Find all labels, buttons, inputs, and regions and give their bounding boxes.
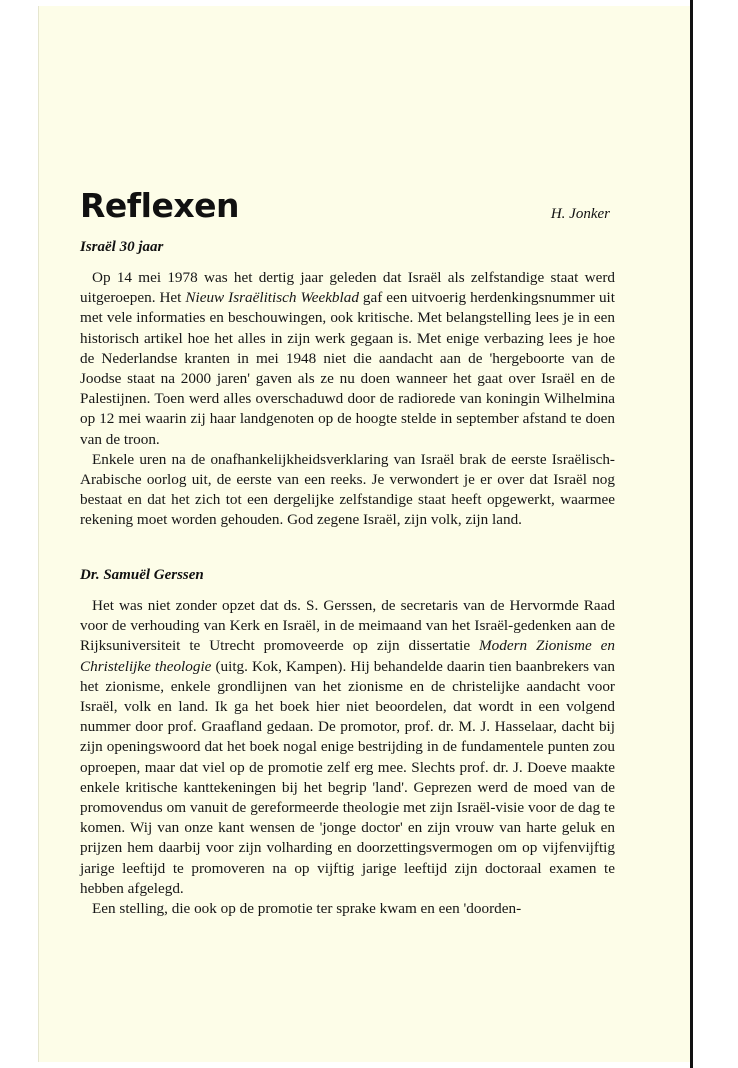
dissertation-title: Modern Zionisme en Christelijke theologie: [80, 637, 615, 675]
column-title: Reflexen: [80, 186, 240, 225]
publication-title: Nieuw Israëlitisch Weekblad: [185, 289, 359, 307]
paragraph: Op 14 mei 1978 was het dertig jaar geleden dat Israël als zelfstandige staat werd uitgeroepen. Het Nieuw Israëlitisch Weekblad gaf een uitvoerig herdenkingsnummer uit met vele informaties en beschouwingen, ook kritische. Met belangstelling lees je in een historisch artikel hoe het alles in zijn werk gegaan is. Met enige verbazing lees je hoe de Nederlandse kranten in mei 1948 niet die aandacht aan de 'hergeboorte van de Joodse staat na 2000 jaren' gaven als ze nu doen wanneer het gaat over Israël en de Palestijnen. Toen werd alles overschaduwd door de radiorede van koningin Wilhelmina op 12 mei waarin zij haar landgenoten op de hoogte stelde in september afstand te doen van de troon.: [80, 269, 615, 448]
paragraph: Een stelling, die ook op de promotie ter sprake kwam en een 'doorden-: [92, 900, 522, 918]
author-name: H. Jonker: [550, 206, 610, 222]
paragraph: Enkele uren na de onafhankelijkheidsverklaring van Israël brak de eerste Israëlisch-Arabische oorlog uit, de eerste van een reeks. Je verwondert je er over dat Israël nog bestaat en dat het zich tot een dergelijke zelfstandige staat heeft opgewerkt, waarmee rekening moet worden gehouden. God zegene Israël, zijn volk, zijn land.: [80, 450, 615, 529]
section-body-gerssen: [80, 596, 615, 919]
page-edge-shadow: [690, 0, 693, 1068]
section-heading-israel: Israël 30 jaar: [80, 239, 164, 255]
section-body-israel: [80, 268, 615, 531]
section-heading-gerssen: Dr. Samuël Gerssen: [80, 567, 204, 583]
paragraph: Het was niet zonder opzet dat ds. S. Gerssen, de secretaris van de Hervormde Raad voor de verhouding van Kerk en Israël, in de meimaand van het Israël-gedenken aan de Rijksuniversiteit te Utrecht promoveerde op zijn dissertatie Modern Zionisme en Christelijke theologie (uitg. Kok, Kampen). Hij behandelde daarin tien baanbrekers van het zionisme, enkele grondlijnen van het zionisme en de christelijke aandacht voor Israël, volk en land. Ik ga het boek hier niet beoordelen, dat wordt in een volgend nummer door prof. Graafland gedaan. De promotor, prof. dr. M. J. Hasselaar, dacht bij zijn openingswoord dat het boek nogal enige bestrijding in de fundamentele punten zou oproepen, maar dat viel op de promotie zelf erg mee. Slechts prof. dr. J. Doeve maakte enkele kritische kanttekeningen bij het begrip 'land'. Geprezen werd de moed van de promovendus om vanuit de gereformeerde theologie met zijn Israël-visie voor de dag te komen. Wij van onze kant wensen de 'jonge doctor' en zijn vrouw van harte geluk en prijzen hem daarbij voor zijn volharding en doorzettingsvermogen om op vijfenvijftig jarige leeftijd te promoveren na op vijftig jarige leeftijd zijn doctoraal examen te hebben afgelegd.: [80, 597, 615, 897]
